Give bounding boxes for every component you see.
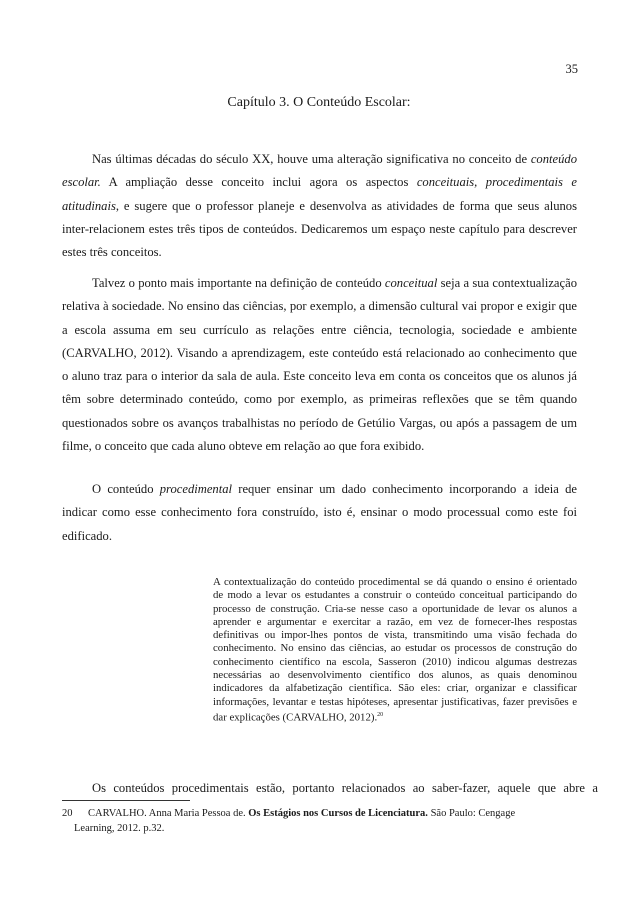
paragraph1-italic-1: conteúdo escolar. (62, 152, 577, 190)
footnote (62, 806, 577, 836)
footnote-continuation: Learning, 2012. p.32. (74, 823, 165, 834)
chapter-title: Capítulo 3. O Conteúdo Escolar: (227, 95, 411, 110)
footnote-separator (62, 800, 190, 801)
paragraph-procedural-continuation: Os conteúdos procedimentais estão, portanto relacionados ao saber-fazer, aquele que abre a (92, 781, 598, 795)
page-number: 35 (565, 62, 578, 76)
footnote-reference: 20 (377, 711, 384, 718)
blockquote-text: A contextualização do conteúdo procedimental se dá quando o ensino é orientado de modo a levar os estudantes a construir o conteúdo conceitual participando do processo de construção. Cria-se nesse caso a oportunidade de levar os alunos a aprender e argumentar e exercitar a razão, em vez de fornecer-lhes respostas definitivas ou impor-lhes pontos de vista, transmitindo uma visão fechada do conhecimento. No ensino das ciências, ao estudar os processos de construção do conhecimento científico na escola, Sasseron (2010) indicou algumas destrezas necessárias ao desenvolvimento científico dos alunos, as quais denominou indicadores da alfabetização científica. São eles: criar, organizar e classificar informações, levantar e testas hipóteses, apresentar justificativas, fazer previsões e dar explicações (CARVALHO, 2012). (213, 576, 577, 724)
paragraph-procedural-content (62, 478, 577, 548)
paragraph2-text-2: seja a sua contextualização relativa à sociedade. No ensino das ciências, por exemplo, a dimensão cultural vai propor e exigir que a escola assuma em seu currículo as relações entre ciência, tecnologia, sociedade e ambiente (CARVALHO, 2012). Visando a aprendizagem, este conteúdo está relacionado ao conhecimento que o aluno traz para o interior da sala de aula. Este conceito leva em conta os conceitos que os alunos já têm sobre determinado conteúdo, como por exemplo, as primeiras reflexões que se têm quando questionados sobre os avanços trabalhistas no período de Getúlio Vargas, ou após a passagem de um filme, o conceito que cada aluno obteve em relação ao que fora exibido. (62, 276, 577, 454)
paragraph1-text-2: A ampliação desse conceito inclui agora os aspectos (100, 175, 417, 190)
footnote-number: 20 (62, 808, 73, 819)
paragraph1-text-1: Nas últimas décadas do século XX, houve uma alteração significativa no conceito de (92, 152, 531, 166)
paragraph1-text-3: , e sugere que o professor planeje e desenvolva as atividades de forma que seus alunos inter-relacionem estes três tipos de conteúdos. Dedicaremos um espaço neste capítulo para descrever estes três conceitos. (62, 198, 577, 260)
footnote-author: CARVALHO. Anna Maria Pessoa de. (88, 808, 249, 819)
paragraph3-italic-1: procedimental (159, 482, 233, 496)
paragraph3-text-2: requer ensinar um dado conhecimento incorporando a ideia de indicar como esse conhecimento fora construído, isto é, ensinar o modo processual como este foi edificado. (62, 482, 577, 543)
footnote-publisher: São Paulo: Cengage (427, 808, 516, 819)
block-quotation (213, 576, 577, 725)
paragraph3-text-1: O conteúdo (92, 482, 160, 496)
paragraph-conceptual-content (62, 272, 577, 458)
paragraph1-italic-2: conceituais, procedimentais e atitudinais (62, 175, 577, 213)
paragraph-content-concept (62, 148, 577, 264)
paragraph2-text-1: Talvez o ponto mais importante na definição de conteúdo (92, 276, 385, 290)
paragraph2-italic-1: conceitual (384, 276, 438, 290)
footnote-title: Os Estágios nos Cursos de Licenciatura. (248, 808, 428, 819)
